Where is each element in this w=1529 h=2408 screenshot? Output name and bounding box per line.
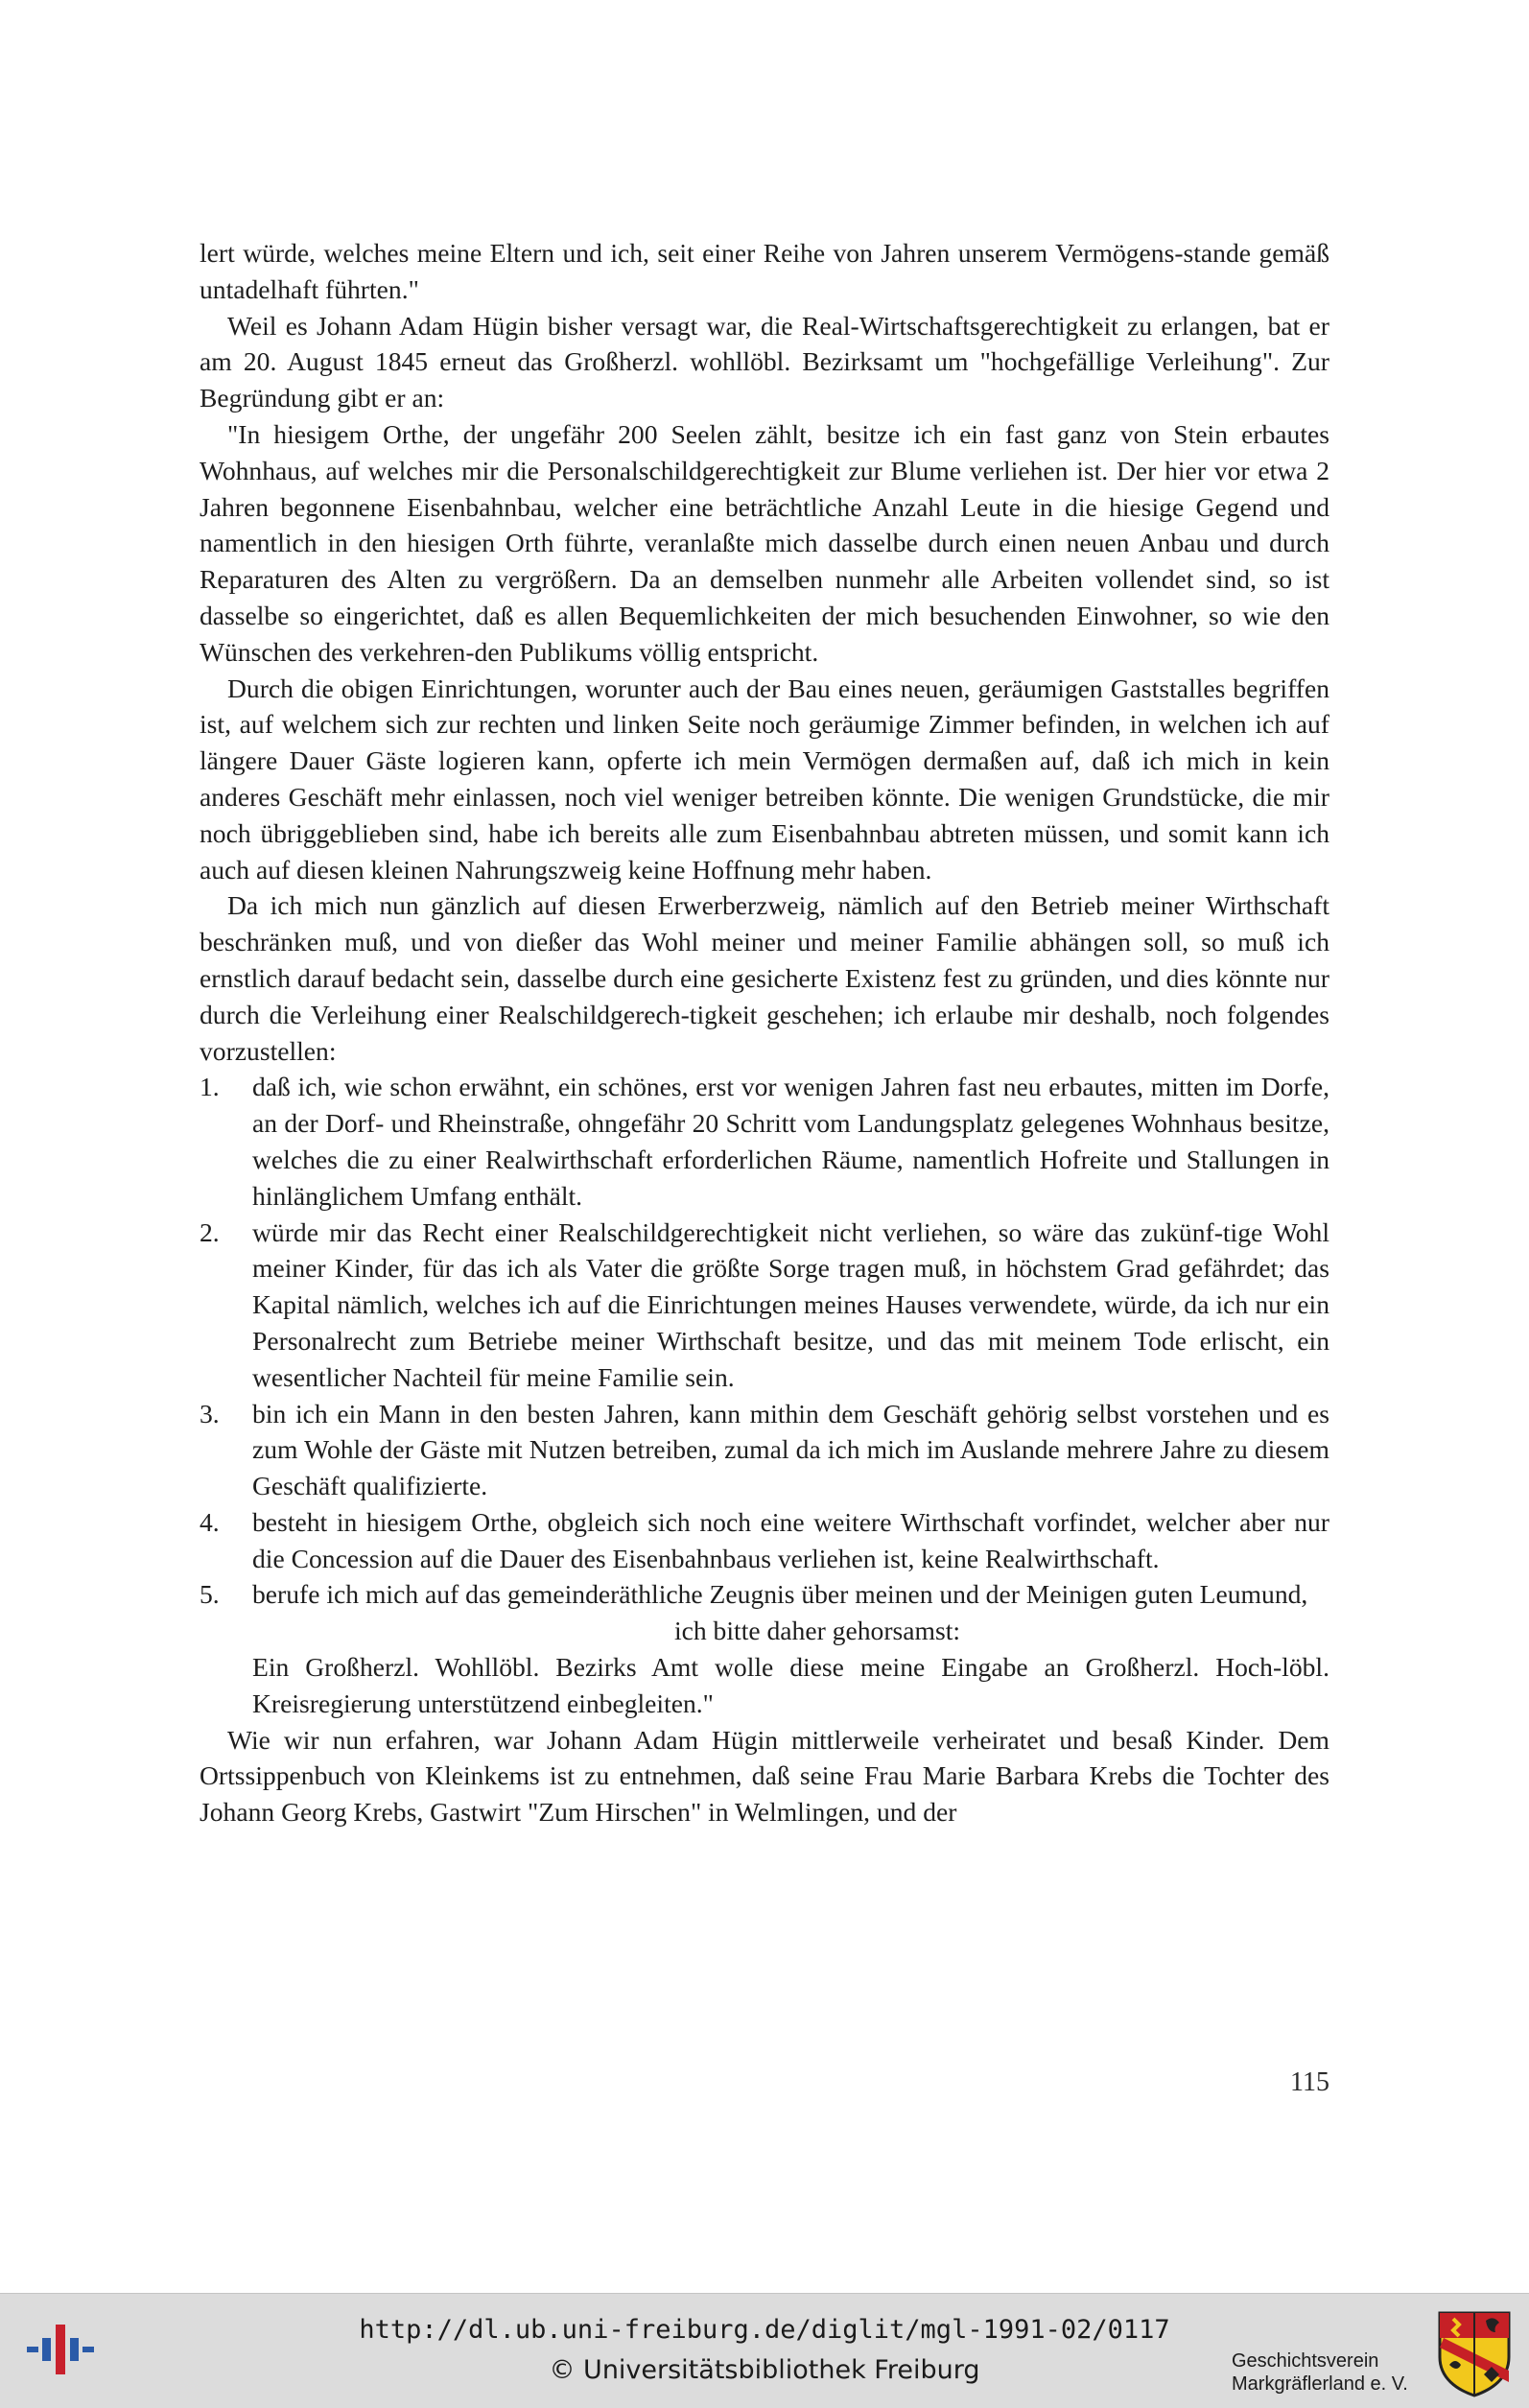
list-number: 5. <box>200 1579 220 1610</box>
list-text: daß ich, wie schon erwähnt, ein schönes, erst vor wenigen Jahren fast neu erbautes, mitten im Dorfe, an der Dorf- und Rheinstraße, ohngefähr 20 Schritt vom Landungsplatz gelegenes Wohnhaus besitze, welches die zu einer Realwirthschaft erforderlichen Räume, namentlich Hofreite und Stallungen in hinlänglichem Umfang enthält. <box>252 1072 1329 1211</box>
list-text: besteht in hiesigem Orthe, obgleich sich noch eine weitere Wirthschaft vorfindet, welcher aber nur die Concession auf die Dauer des Eisenbahnbaus verliehen ist, keine Realwirthschaft. <box>252 1506 1329 1573</box>
list-item <box>200 1576 1329 1613</box>
numbered-list <box>200 1069 1329 1613</box>
copyright-notice: © Universitätsbibliothek Freiburg <box>549 2355 980 2385</box>
viewer-footer <box>0 2293 1529 2408</box>
paragraph-4: Durch die obigen Einrichtungen, worunter auch der Bau eines neuen, geräumigen Gaststalles begriffen ist, auf welchem sich zur rechten und linken Seite noch geräumige Zimmer befinden, in welchen ich auf längere Dauer Gäste logieren kann, opferte ich mein Vermögen dermaßen auf, daß ich mich in kein anderes Geschäft mehr einlassen, noch viel weniger betreiben könnte. Die wenigen Grundstücke, die mir noch übriggeblieben sind, habe ich bereits alle zum Eisenbahnbau abtreten müssen, und somit kann ich auch auf diesen kleinen Nahrungszweig keine Hoffnung mehr haben. <box>200 673 1329 885</box>
list-text: bin ich ein Mann in den besten Jahren, kann mithin dem Geschäft gehörig selbst vorstehen und es zum Wohle der Gäste mit Nutzen betreiben, zumal da ich mich im Auslande mehrere Jahre zu diesem Geschäft qualifizierte. <box>252 1398 1329 1501</box>
coat-of-arms-icon <box>1436 2309 1513 2397</box>
list-number: 1. <box>200 1072 220 1102</box>
society-name-line-1: Geschichtsverein <box>1232 2350 1379 2372</box>
list-item <box>200 1215 1329 1396</box>
list-number: 3. <box>200 1398 220 1428</box>
list-text: würde mir das Recht einer Realschildgerechtigkeit nicht verliehen, so wäre das zukünf-tige Wohl meiner Kinder, für das ich als Vater die größte Sorge tragen muß, in höchstem Grad gefährdet; das Kapital nämlich, welches ich auf die Einrichtungen meines Hauses verwendete, würde, da ich nur ein Personalrecht zum Betriebe meiner Wirthschaft besitze, und das mit meinem Tode erlischt, ein wesentlicher Nachteil für meine Familie sein. <box>252 1216 1329 1392</box>
paragraph-5: Da ich mich nun gänzlich auf diesen Erwerberzweig, nämlich auf den Betrieb meiner Wirthschaft beschränken muß, und von dießer das Wohl meiner und meiner Familie abhängen soll, so muß ich ernstlich darauf bedacht sein, dasselbe durch eine gesicherte Existenz fest zu gründen, und dies könnte nur durch die Verleihung einer Realschildgerech-tigkeit geschehen; ich erlaube mir deshalb, noch folgendes vorzustellen: <box>200 890 1329 1066</box>
list-number: 2. <box>200 1216 220 1247</box>
paragraph-3-quote: "In hiesigem Orthe, der ungefähr 200 Seelen zählt, besitze ich ein fast ganz von Stein erbautes Wohnhaus, auf welches mir die Personalschildgerechtigkeit zur Blume verliehen ist. Der hier vor etwa 2 Jahren begonnene Eisenbahnbau, welcher eine beträchtliche Anzahl Leute in die hiesige Gegend und namentlich in den hiesigen Orth führte, veranlaßte mich dasselbe durch einen neuen Anbau und durch Reparaturen des Alten zu vergrößern. Da an demselben nunmehr alle Arbeiten vollendet sind, so ist dasselbe so eingerichtet, daß es allen Bequemlichkeiten der mich besuchenden Einwohner, so wie den Wünschen des verkehren-den Publikums völlig entspricht. <box>200 418 1329 667</box>
page-number: 115 <box>1290 2067 1329 2097</box>
list-text: berufe ich mich auf das gemeinderäthliche Zeugnis über meinen und der Meinigen guten Leumund, <box>252 1579 1308 1610</box>
paragraph-2: Weil es Johann Adam Hügin bisher versagt war, die Real-Wirtschaftsgerechtigkeit zu erlangen, bat er am 20. August 1845 erneut das Großherzl. wohllöbl. Bezirksamt um "hochgefällige Verleihung". Zur Begründung gibt er an: <box>200 310 1329 413</box>
list-item <box>200 1069 1329 1214</box>
society-name <box>1232 2349 1408 2396</box>
request-line: ich bitte daher gehorsamst: <box>673 1616 961 1646</box>
list-number: 4. <box>200 1506 220 1537</box>
closing-paragraph: Ein Großherzl. Wohllöbl. Bezirks Amt wolle diese meine Eingabe an Großherzl. Hoch-löbl. Kreisregierung unterstützend einbegleiten." <box>252 1652 1329 1718</box>
society-name-line-2: Markgräflerland e. V. <box>1232 2373 1408 2395</box>
list-item <box>200 1396 1329 1504</box>
page-body-text <box>200 235 1329 1830</box>
list-item <box>200 1504 1329 1577</box>
permalink-url[interactable]: http://dl.ub.uni-freiburg.de/diglit/mgl-1991-02/0117 <box>359 2315 1170 2345</box>
paragraph-1: lert würde, welches meine Eltern und ich, seit einer Reihe von Jahren unserem Vermögens-stande gemäß untadelhaft führten." <box>200 238 1329 304</box>
final-paragraph: Wie wir nun erfahren, war Johann Adam Hügin mittlerweile verheiratet und besaß Kinder. Dem Ortssippenbuch von Kleinkems ist zu entnehmen, daß seine Frau Marie Barbara Krebs die Tochter des Johann Georg Krebs, Gastwirt "Zum Hirschen" in Welmlingen, und der <box>200 1724 1329 1828</box>
